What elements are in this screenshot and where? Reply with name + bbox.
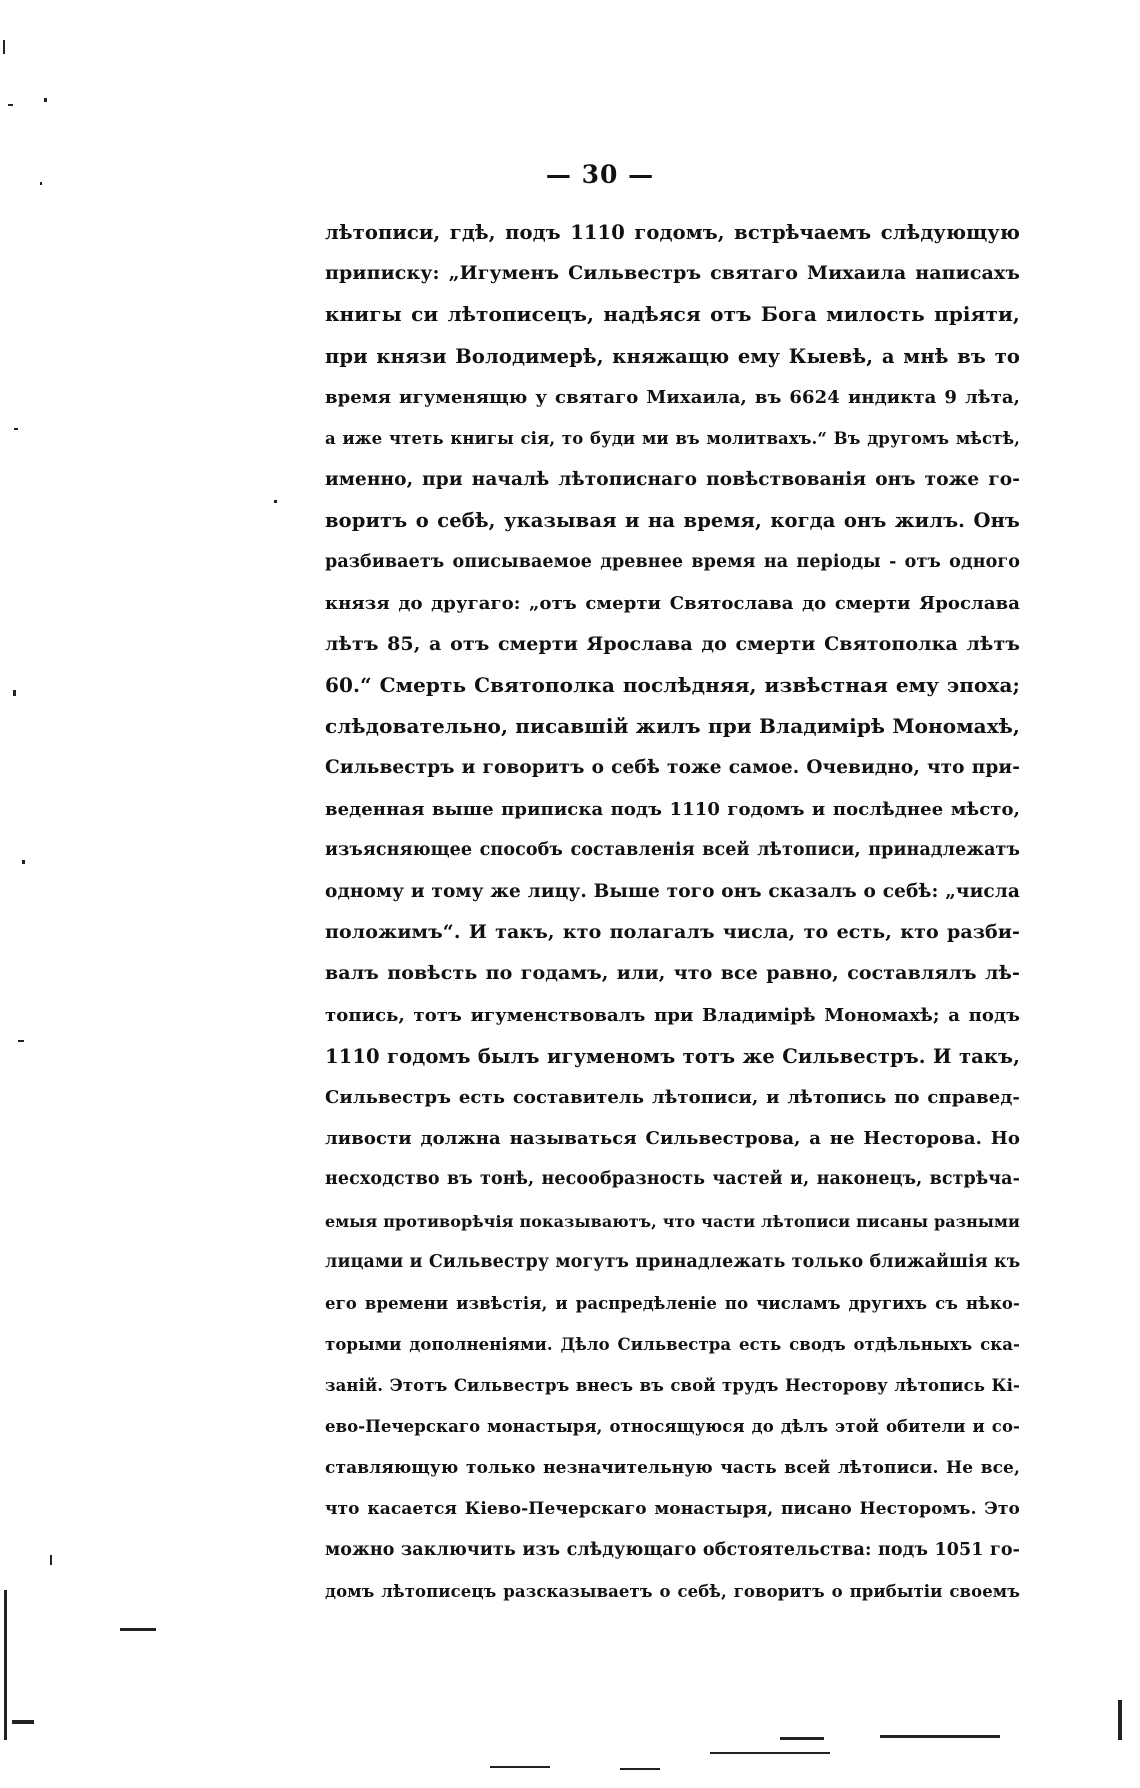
scan-edge [1118,1700,1122,1740]
text-line: заній. Этотъ Сильвестръ внесъ въ свой трудъ Несторову лѣтопись Кі- [325,1376,1020,1396]
text-line: ево-Печерскаго монастыря, относящуюся до дѣлъ этой обители и со- [325,1417,1020,1437]
scan-speck [13,690,16,696]
scan-speck [50,1555,52,1565]
text-line: ставляющую только незначительную часть всей лѣтописи. Не все, [325,1457,1020,1478]
page-number-text: — 30 — [545,160,655,189]
scan-dash [780,1737,824,1740]
text-line: валъ повѣсть по годамъ, или, что все равно, составлялъ лѣ- [325,962,1020,985]
text-line: слѣдовательно, писавшій жилъ при Владимірѣ Мономахѣ, [325,714,1020,739]
scan-dash [490,1766,550,1768]
text-line: одному и тому же лицу. Выше того онъ сказалъ о себѣ: „числа [325,881,1020,902]
scan-speck [3,40,5,54]
text-line: домъ лѣтописецъ разсказываетъ о себѣ, говоритъ о прибытіи своемъ [325,1582,1020,1602]
text-line: емыя противорѣчія показываютъ, что части лѣтописи писаны разными [325,1211,1020,1231]
text-line: лѣтъ 85, а отъ смерти Ярослава до смерти Святополка лѣтъ [325,632,1020,655]
text-line: а иже чтеть книгы сія, то буди ми въ молитвахъ.“ Въ другомъ мѣстѣ, [325,428,1020,448]
text-line: именно, при началѣ лѣтописнаго повѣствованія онъ тоже го- [325,469,1020,491]
scan-dash [880,1735,1000,1738]
text-line: 1110 годомъ былъ игуменомъ тотъ же Сильвестръ. И такъ, [325,1044,1020,1068]
body-text [325,212,1020,1612]
text-line: Сильвестръ и говоритъ о себѣ тоже самое. Очевидно, что при- [325,757,1020,779]
scan-dash [120,1628,156,1631]
text-line: приписку: „Игуменъ Сильвестръ святаго Михаила написахъ [325,262,1020,285]
text-line: при князи Володимерѣ, княжащю ему Кыевѣ, а мнѣ въ то [325,344,1020,368]
text-line: князя до другаго: „отъ смерти Святослава до смерти Ярослава [325,592,1020,614]
text-line: его времени извѣстія, и распредѣленіе по числамъ другихъ съ нѣко- [325,1293,1020,1313]
text-line: лицами и Сильвестру могутъ принадлежать только ближайшія къ [325,1251,1020,1272]
page-number [0,160,1140,189]
text-line: ливости должна называться Сильвестрова, а не Несторова. Но [325,1128,1020,1150]
text-line: 60.“ Смерть Святополка послѣдняя, извѣстная ему эпоха; [325,673,1020,698]
scan-edge [4,1590,7,1740]
text-line: можно заключить изъ слѣдующаго обстоятельства: подъ 1051 го- [325,1540,1020,1560]
text-line: воритъ о себѣ, указывая и на время, когда онъ жилъ. Онъ [325,509,1020,533]
scan-dash [710,1752,830,1754]
scan-speck [274,500,277,503]
text-line: Сильвестръ есть составитель лѣтописи, и лѣтопись по справед- [325,1086,1020,1108]
text-line: книгы си лѣтописецъ, надѣяся отъ Бога милость пріяти, [325,302,1020,327]
text-line: разбиваетъ описываемое древнее время на періоды - отъ одного [325,551,1020,572]
text-line: несходство въ тонѣ, несообразность частей и, наконецъ, встрѣча- [325,1169,1020,1190]
scan-dash [620,1768,660,1770]
text-line: время игуменящю у святаго Михаила, въ 6624 индикта 9 лѣта, [325,386,1020,408]
scan-speck [14,428,18,430]
scan-edge [12,1720,34,1724]
scan-speck [44,98,47,102]
text-line: веденная выше приписка подъ 1110 годомъ и послѣднее мѣсто, [325,798,1020,820]
scan-speck [18,1040,24,1042]
text-line: торыми дополненіями. Дѣло Сильвестра есть сводъ отдѣльныхъ ска- [325,1335,1020,1355]
scan-speck [8,104,13,106]
text-line: лѣтописи, гдѣ, подъ 1110 годомъ, встрѣчаемъ слѣдующую [325,221,1020,244]
text-line: изъясняющее способъ составленія всей лѣтописи, принадлежатъ [325,839,1020,860]
text-line: положимъ“. И такъ, кто полагалъ числа, то есть, кто разби- [325,921,1020,944]
text-line: топись, тотъ игуменствовалъ при Владимірѣ Мономахѣ; а подъ [325,1004,1020,1026]
text-line: что касается Кіево-Печерскаго монастыря, писано Несторомъ. Это [325,1498,1020,1519]
scan-speck [22,860,25,864]
